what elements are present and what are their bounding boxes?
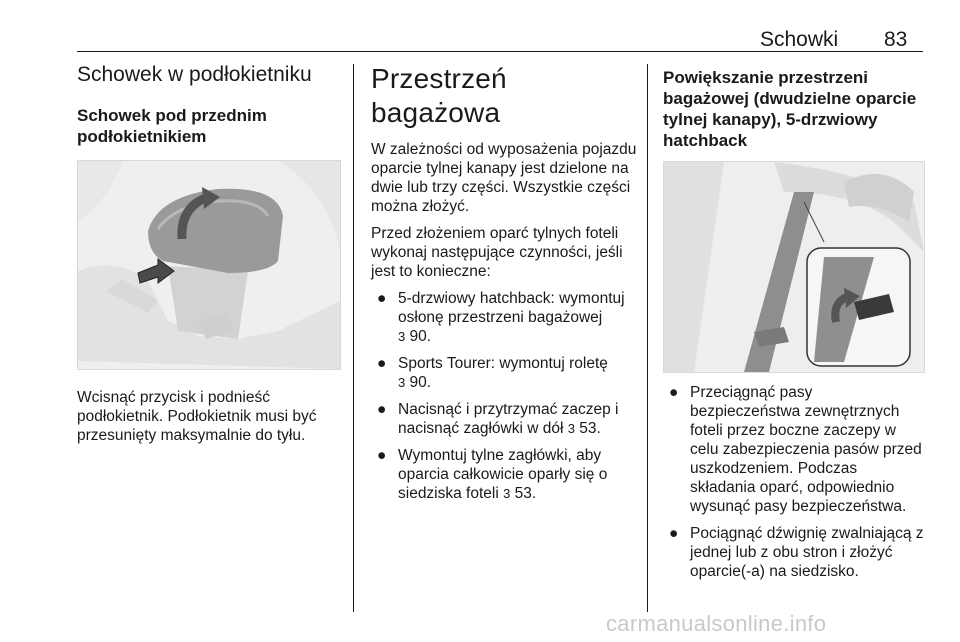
- page-number: 83: [884, 28, 908, 51]
- page-ref-icon: 3: [398, 375, 406, 390]
- luggage-prep: Przed złożeniem oparć tylnych foteli wykonaj następujące czynności, jeśli jest to konieczne:: [371, 225, 623, 280]
- column-armrest: [77, 62, 345, 445]
- list-item: ● Wymontuj tylne zagłówki, aby oparcia całkowicie oparły się o siedziska foteli 3 53.: [377, 447, 608, 502]
- list-item: ● Przeciągnąć pasy bezpieczeństwa zewnętrznych foteli przez boczne zaczepy w celu zabezpieczenia pasów przed uszkodzeniem. Podczas składania oparć, odpowiednio wysunąć pasy bezpieczeństwa.: [669, 384, 922, 515]
- page-ref-icon: 3: [567, 421, 575, 436]
- fold-steps-list: [663, 383, 925, 581]
- seatbelt-illustration: [663, 161, 925, 373]
- armrest-illustration: [77, 160, 341, 370]
- page-ref-icon: 3: [503, 486, 511, 501]
- subsection-title: Schowek pod przednim podłokietnikiem: [77, 106, 267, 146]
- header-title: Schowki: [760, 28, 839, 51]
- column-divider-right: [647, 64, 648, 612]
- list-item: ● 5-drzwiowy hatchback: wymontuj osłonę przestrzeni bagażowej 3 90.: [377, 290, 625, 345]
- list-item: ● Pociągnąć dźwignię zwalniającą z jednej lub z obu stron i złożyć oparcie(-a) na siedzisko.: [669, 525, 924, 580]
- page-ref-link[interactable]: 90.: [409, 328, 432, 345]
- watermark: carmanualsonline.info: [606, 611, 827, 636]
- column-luggage: [371, 62, 639, 503]
- chapter-title: Przestrzeń bagażowa: [371, 63, 507, 128]
- page-ref-icon: 3: [398, 329, 406, 344]
- page-ref-link[interactable]: 53.: [514, 485, 537, 502]
- subsection-title: Powiększanie przestrzeni bagażowej (dwudzielne oparcie tylnej kanapy), 5-drzwiowy hatchback: [663, 68, 917, 150]
- header-rule: [77, 51, 923, 52]
- luggage-intro: W zależności od wyposażenia pojazdu oparcie tylnej kanapy jest dzielone na dwie lub trzy części. Wszystkie części można złożyć.: [371, 141, 637, 215]
- column-fold-seats: [663, 67, 925, 581]
- page-ref-link[interactable]: 53.: [579, 420, 601, 437]
- prep-list: [371, 289, 639, 503]
- section-title: Schowek w podłokietniku: [77, 63, 312, 86]
- list-item: ● Sports Tourer: wymontuj roletę 3 90.: [377, 355, 608, 391]
- armrest-instructions: Wcisnąć przycisk i podnieść podłokietnik. Podłokietnik musi być przesunięty maksymalnie do tyłu.: [77, 389, 317, 444]
- page-ref-link[interactable]: 90.: [409, 374, 432, 391]
- list-item: ● Nacisnąć i przytrzymać zaczep i nacisnąć zagłówki w dół 3 53.: [377, 401, 619, 437]
- column-divider-left: [353, 64, 354, 612]
